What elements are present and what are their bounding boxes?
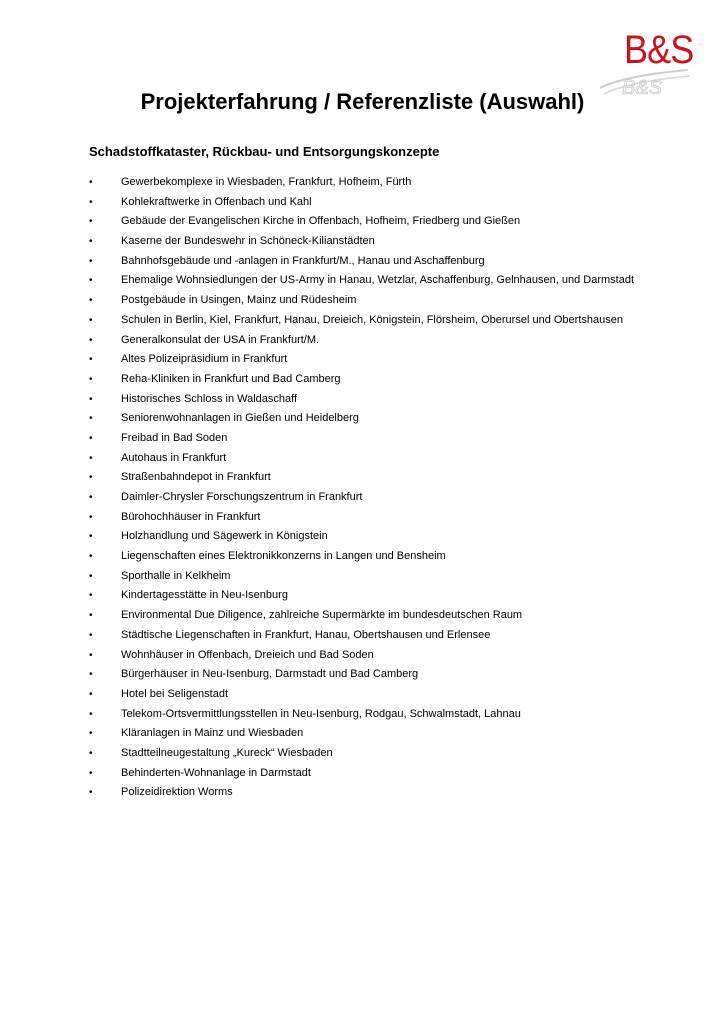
bullet-icon: • bbox=[89, 413, 93, 425]
bullet-icon: • bbox=[89, 649, 93, 661]
list-item bbox=[0, 567, 725, 587]
bullet-icon: • bbox=[89, 236, 93, 248]
bullet-icon: • bbox=[89, 354, 93, 366]
list-item bbox=[0, 705, 725, 725]
bullet-icon: • bbox=[89, 452, 93, 464]
bullet-icon: • bbox=[89, 669, 93, 681]
company-logo bbox=[596, 26, 692, 96]
list-item bbox=[0, 783, 725, 803]
bullet-icon: • bbox=[89, 629, 93, 641]
list-item bbox=[0, 508, 725, 528]
list-item-text: Kohlekraftwerke in Offenbach und Kahl bbox=[121, 195, 312, 208]
bullet-icon: • bbox=[89, 708, 93, 720]
bullet-icon: • bbox=[89, 295, 93, 307]
list-item-text: Polizeidirektion Worms bbox=[121, 786, 233, 799]
bullet-icon: • bbox=[89, 432, 93, 444]
bullet-icon: • bbox=[89, 610, 93, 622]
list-item-text: Hotel bei Seligenstadt bbox=[121, 687, 229, 700]
bullet-icon: • bbox=[89, 728, 93, 740]
list-item-text: Stadtteilneugestaltung „Kureck“ Wiesbaden bbox=[121, 746, 333, 759]
list-item-text: Wohnhäuser in Offenbach, Dreieich und Bad Soden bbox=[121, 648, 374, 661]
list-item bbox=[0, 468, 725, 488]
list-item bbox=[0, 429, 725, 449]
list-item bbox=[0, 311, 725, 331]
list-item-text: Gebäude der Evangelischen Kirche in Offenbach, Hofheim, Friedberg und Gießen bbox=[121, 215, 521, 228]
list-item bbox=[0, 409, 725, 429]
list-item-text: Kaserne der Bundeswehr in Schöneck-Kilianstädten bbox=[121, 235, 375, 248]
list-item bbox=[0, 488, 725, 508]
bullet-icon: • bbox=[89, 177, 93, 188]
bullet-icon: • bbox=[89, 688, 93, 700]
list-item bbox=[0, 252, 725, 272]
list-item bbox=[0, 527, 725, 547]
list-item-text: Altes Polizeipräsidium in Frankfurt bbox=[121, 353, 288, 366]
list-item bbox=[0, 586, 725, 606]
bullet-icon: • bbox=[89, 787, 93, 799]
list-item-text: Freibad in Bad Soden bbox=[121, 431, 228, 444]
list-item bbox=[0, 724, 725, 744]
list-item bbox=[0, 665, 725, 685]
list-item-text: Daimler-Chrysler Forschungszentrum in Frankfurt bbox=[121, 491, 363, 503]
list-item bbox=[0, 764, 725, 784]
bullet-icon: • bbox=[89, 767, 93, 779]
bullet-icon: • bbox=[89, 570, 93, 582]
bullet-icon: • bbox=[89, 334, 93, 346]
list-item-text: Ehemalige Wohnsiedlungen der US-Army in Hanau, Wetzlar, Aschaffenburg, Gelnhausen, und Darmstadt bbox=[121, 274, 635, 287]
list-item-text: Generalkonsulat der USA in Frankfurt/M. bbox=[121, 333, 320, 346]
list-item-text: Environmental Due Diligence, zahlreiche Supermärkte im bundesdeutschen Raum bbox=[121, 609, 523, 622]
list-item-text: Bürohochhäuser in Frankfurt bbox=[121, 510, 261, 523]
page-title: Projekterfahrung / Referenzliste (Auswahl) bbox=[140, 89, 585, 114]
list-item-text: Seniorenwohnanlagen in Gießen und Heidelberg bbox=[121, 412, 359, 425]
list-item bbox=[0, 606, 725, 626]
list-item-text: Sporthalle in Kelkheim bbox=[121, 569, 231, 582]
bullet-icon: • bbox=[89, 314, 93, 326]
logo-text: B&S bbox=[624, 28, 694, 72]
bullet-icon: • bbox=[89, 393, 93, 405]
list-item bbox=[0, 173, 725, 193]
list-item bbox=[0, 744, 725, 764]
bullet-icon: • bbox=[89, 196, 93, 208]
list-item bbox=[0, 350, 725, 370]
list-item bbox=[0, 232, 725, 252]
bullet-icon: • bbox=[89, 590, 93, 602]
list-item bbox=[0, 271, 725, 291]
list-item bbox=[0, 626, 725, 646]
bullet-icon: • bbox=[89, 472, 93, 484]
bullet-icon: • bbox=[89, 275, 93, 287]
list-item bbox=[0, 547, 725, 567]
bullet-icon: • bbox=[89, 531, 93, 543]
svg-text:B&S: B&S bbox=[622, 77, 663, 96]
list-item-text: Gewerbekomplexe in Wiesbaden, Frankfurt, Hofheim, Fürth bbox=[121, 176, 412, 188]
list-item-text: Straßenbahndepot in Frankfurt bbox=[121, 471, 271, 484]
list-item bbox=[0, 646, 725, 666]
list-item bbox=[0, 331, 725, 351]
list-item bbox=[0, 449, 725, 469]
list-item-text: Städtische Liegenschaften in Frankfurt, Hanau, Obertshausen und Erlensee bbox=[121, 628, 491, 641]
list-item-text: Reha-Kliniken in Frankfurt und Bad Camberg bbox=[121, 372, 341, 385]
bullet-icon: • bbox=[89, 373, 93, 385]
reference-list bbox=[0, 173, 725, 803]
bullet-icon: • bbox=[89, 551, 93, 563]
list-item bbox=[0, 390, 725, 410]
list-item-text: Behinderten-Wohnanlage in Darmstadt bbox=[121, 766, 311, 779]
list-item bbox=[0, 685, 725, 705]
section-heading: Schadstoffkataster, Rückbau- und Entsorgungskonzepte bbox=[89, 144, 440, 159]
list-item-text: Liegenschaften eines Elektronikkonzerns in Langen und Bensheim bbox=[121, 550, 446, 563]
list-item-text: Postgebäude in Usingen, Mainz und Rüdesheim bbox=[121, 294, 357, 307]
list-item-text: Kindertagesstätte in Neu-Isenburg bbox=[121, 589, 288, 602]
list-item bbox=[0, 193, 725, 213]
list-item bbox=[0, 370, 725, 390]
list-item-text: Autohaus in Frankfurt bbox=[121, 451, 227, 464]
list-item-text: Historisches Schloss in Waldaschaff bbox=[121, 392, 298, 405]
list-item-text: Bürgerhäuser in Neu-Isenburg, Darmstadt und Bad Camberg bbox=[121, 668, 419, 681]
list-item-text: Schulen in Berlin, Kiel, Frankfurt, Hanau, Dreieich, Königstein, Flörsheim, Oberursel und Obertshausen bbox=[121, 313, 623, 326]
bullet-icon: • bbox=[89, 216, 93, 228]
list-item-text: Holzhandlung und Sägewerk in Königstein bbox=[121, 530, 328, 543]
list-item-text: Telekom-Ortsvermittlungsstellen in Neu-Isenburg, Rodgau, Schwalmstadt, Lahnau bbox=[121, 707, 521, 720]
bullet-icon: • bbox=[89, 492, 93, 503]
bullet-icon: • bbox=[89, 747, 93, 759]
bullet-icon: • bbox=[89, 511, 93, 523]
bullet-icon: • bbox=[89, 255, 93, 267]
list-item-text: Bahnhofsgebäude und -anlagen in Frankfurt/M., Hanau und Aschaffenburg bbox=[121, 254, 485, 267]
list-item bbox=[0, 212, 725, 232]
list-item bbox=[0, 291, 725, 311]
list-item-text: Kläranlagen in Mainz und Wiesbaden bbox=[121, 727, 304, 740]
